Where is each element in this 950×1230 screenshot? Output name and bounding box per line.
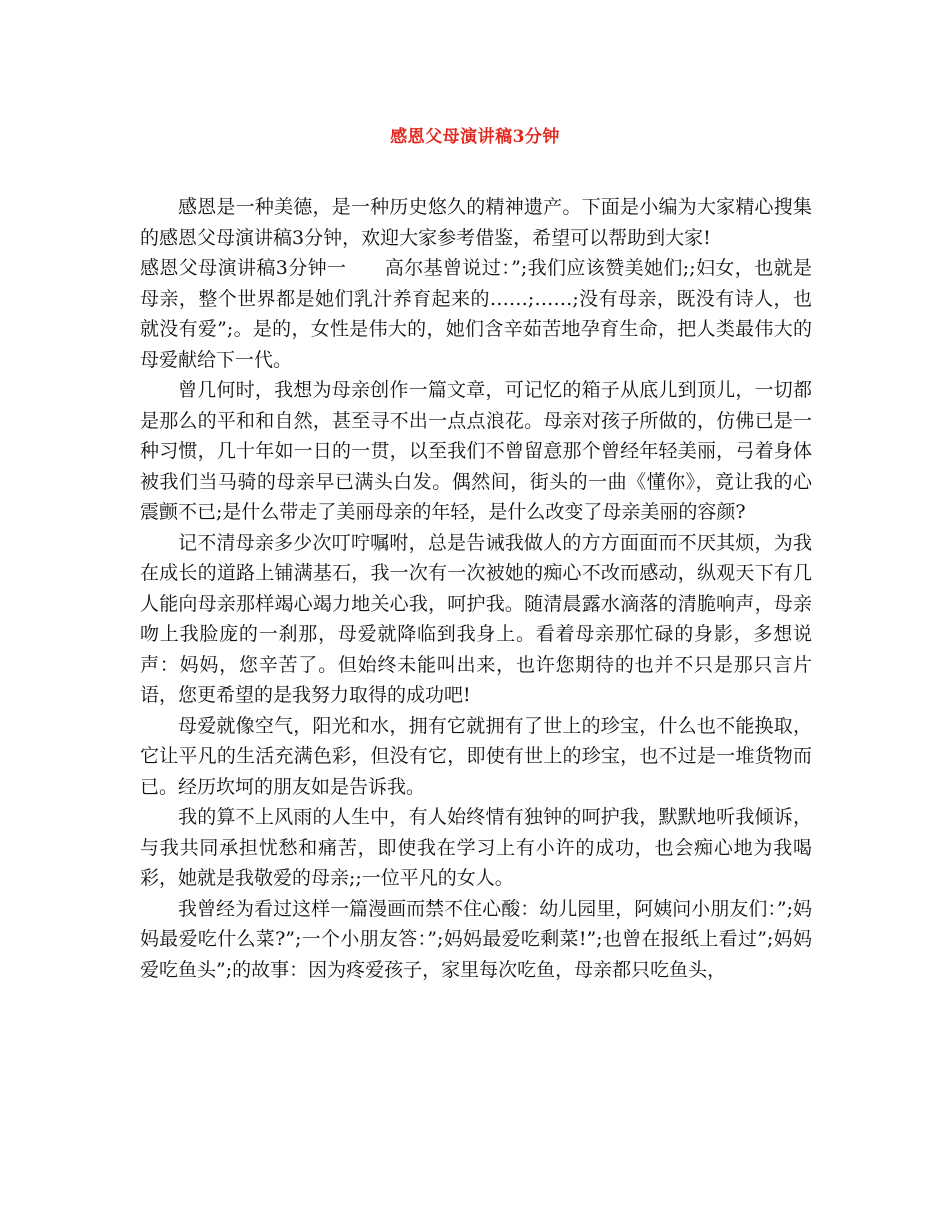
body-paragraph: 我的算不上风雨的人生中，有人始终情有独钟的呵护我，默默地听我倾诉，与我共同承担忧愁和痛苦，即使我在学习上有小许的成功，也会痴心地为我喝彩，她就是我敬爱的母亲;;一位平凡的女人。 (140, 806, 812, 889)
body-paragraph: 曾几何时，我想为母亲创作一篇文章，可记忆的箱子从底儿到顶儿，一切都是那么的平和和自然，甚至寻不出一点点浪花。母亲对孩子所做的，仿佛已是一种习惯，几十年如一日的一贯，以至我们不曾留意那个曾经年轻美丽，弓着身体被我们当马骑的母亲早已满头白发。偶然间，街头的一曲《懂你》，竟让我的心震颤不已;是什么带走了美丽母亲的年轻，是什么改变了母亲美丽的容颜? (140, 379, 812, 523)
intro-paragraph: 感恩是一种美德，是一种历史悠久的精神遗产。下面是小编为大家精心搜集的感恩父母演讲稿3分钟，欢迎大家参考借鉴，希望可以帮助到大家! (140, 196, 812, 249)
document-title: 感恩父母演讲稿3分钟 (390, 127, 560, 147)
body-paragraph: 记不清母亲多少次叮咛嘱咐，总是告诫我做人的方方面面而不厌其烦，为我在成长的道路上铺满基石，我一次有一次被她的痴心不改而感动，纵观天下有几人能向母亲那样竭心竭力地关心我，呵护我。随清晨露水滴落的清脆响声，母亲吻上我脸庞的一刹那，母爱就降临到我身上。看着母亲那忙碌的身影，多想说声：妈妈，您辛苦了。但始终未能叫出来，也许您期待的也并不只是那只言片语，您更希望的是我努力取得的成功吧! (140, 531, 812, 706)
first-paragraph-text: 高尔基曾说过：”;我们应该赞美她们;;妇女，也就是母亲，整个世界都是她们乳汁养育起来的……;……;没有母亲，既没有诗人，也就没有爱”;。是的，女性是伟大的，她们含辛茹苦地孕育生命，把人类最伟大的母爱献给下一代。 (140, 257, 812, 371)
document-body (140, 192, 812, 985)
body-paragraph: 母爱就像空气，阳光和水，拥有它就拥有了世上的珍宝，什么也不能换取，它让平凡的生活充满色彩，但没有它，即使有世上的珍宝，也不过是一堆货物而已。经历坎坷的朋友如是告诉我。 (140, 714, 812, 798)
section-heading: 感恩父母演讲稿3分钟一 (140, 257, 347, 279)
section-paragraph (140, 253, 812, 375)
body-paragraph: 我曾经为看过这样一篇漫画而禁不住心酸：幼儿园里，阿姨问小朋友们：”;妈妈最爱吃什么菜?”;一个小朋友答：”;妈妈最爱吃剩菜!”;也曾在报纸上看过”;妈妈爱吃鱼头”;的故事：因为疼爱孩子，家里每次吃鱼，母亲都只吃鱼头， (140, 897, 812, 981)
